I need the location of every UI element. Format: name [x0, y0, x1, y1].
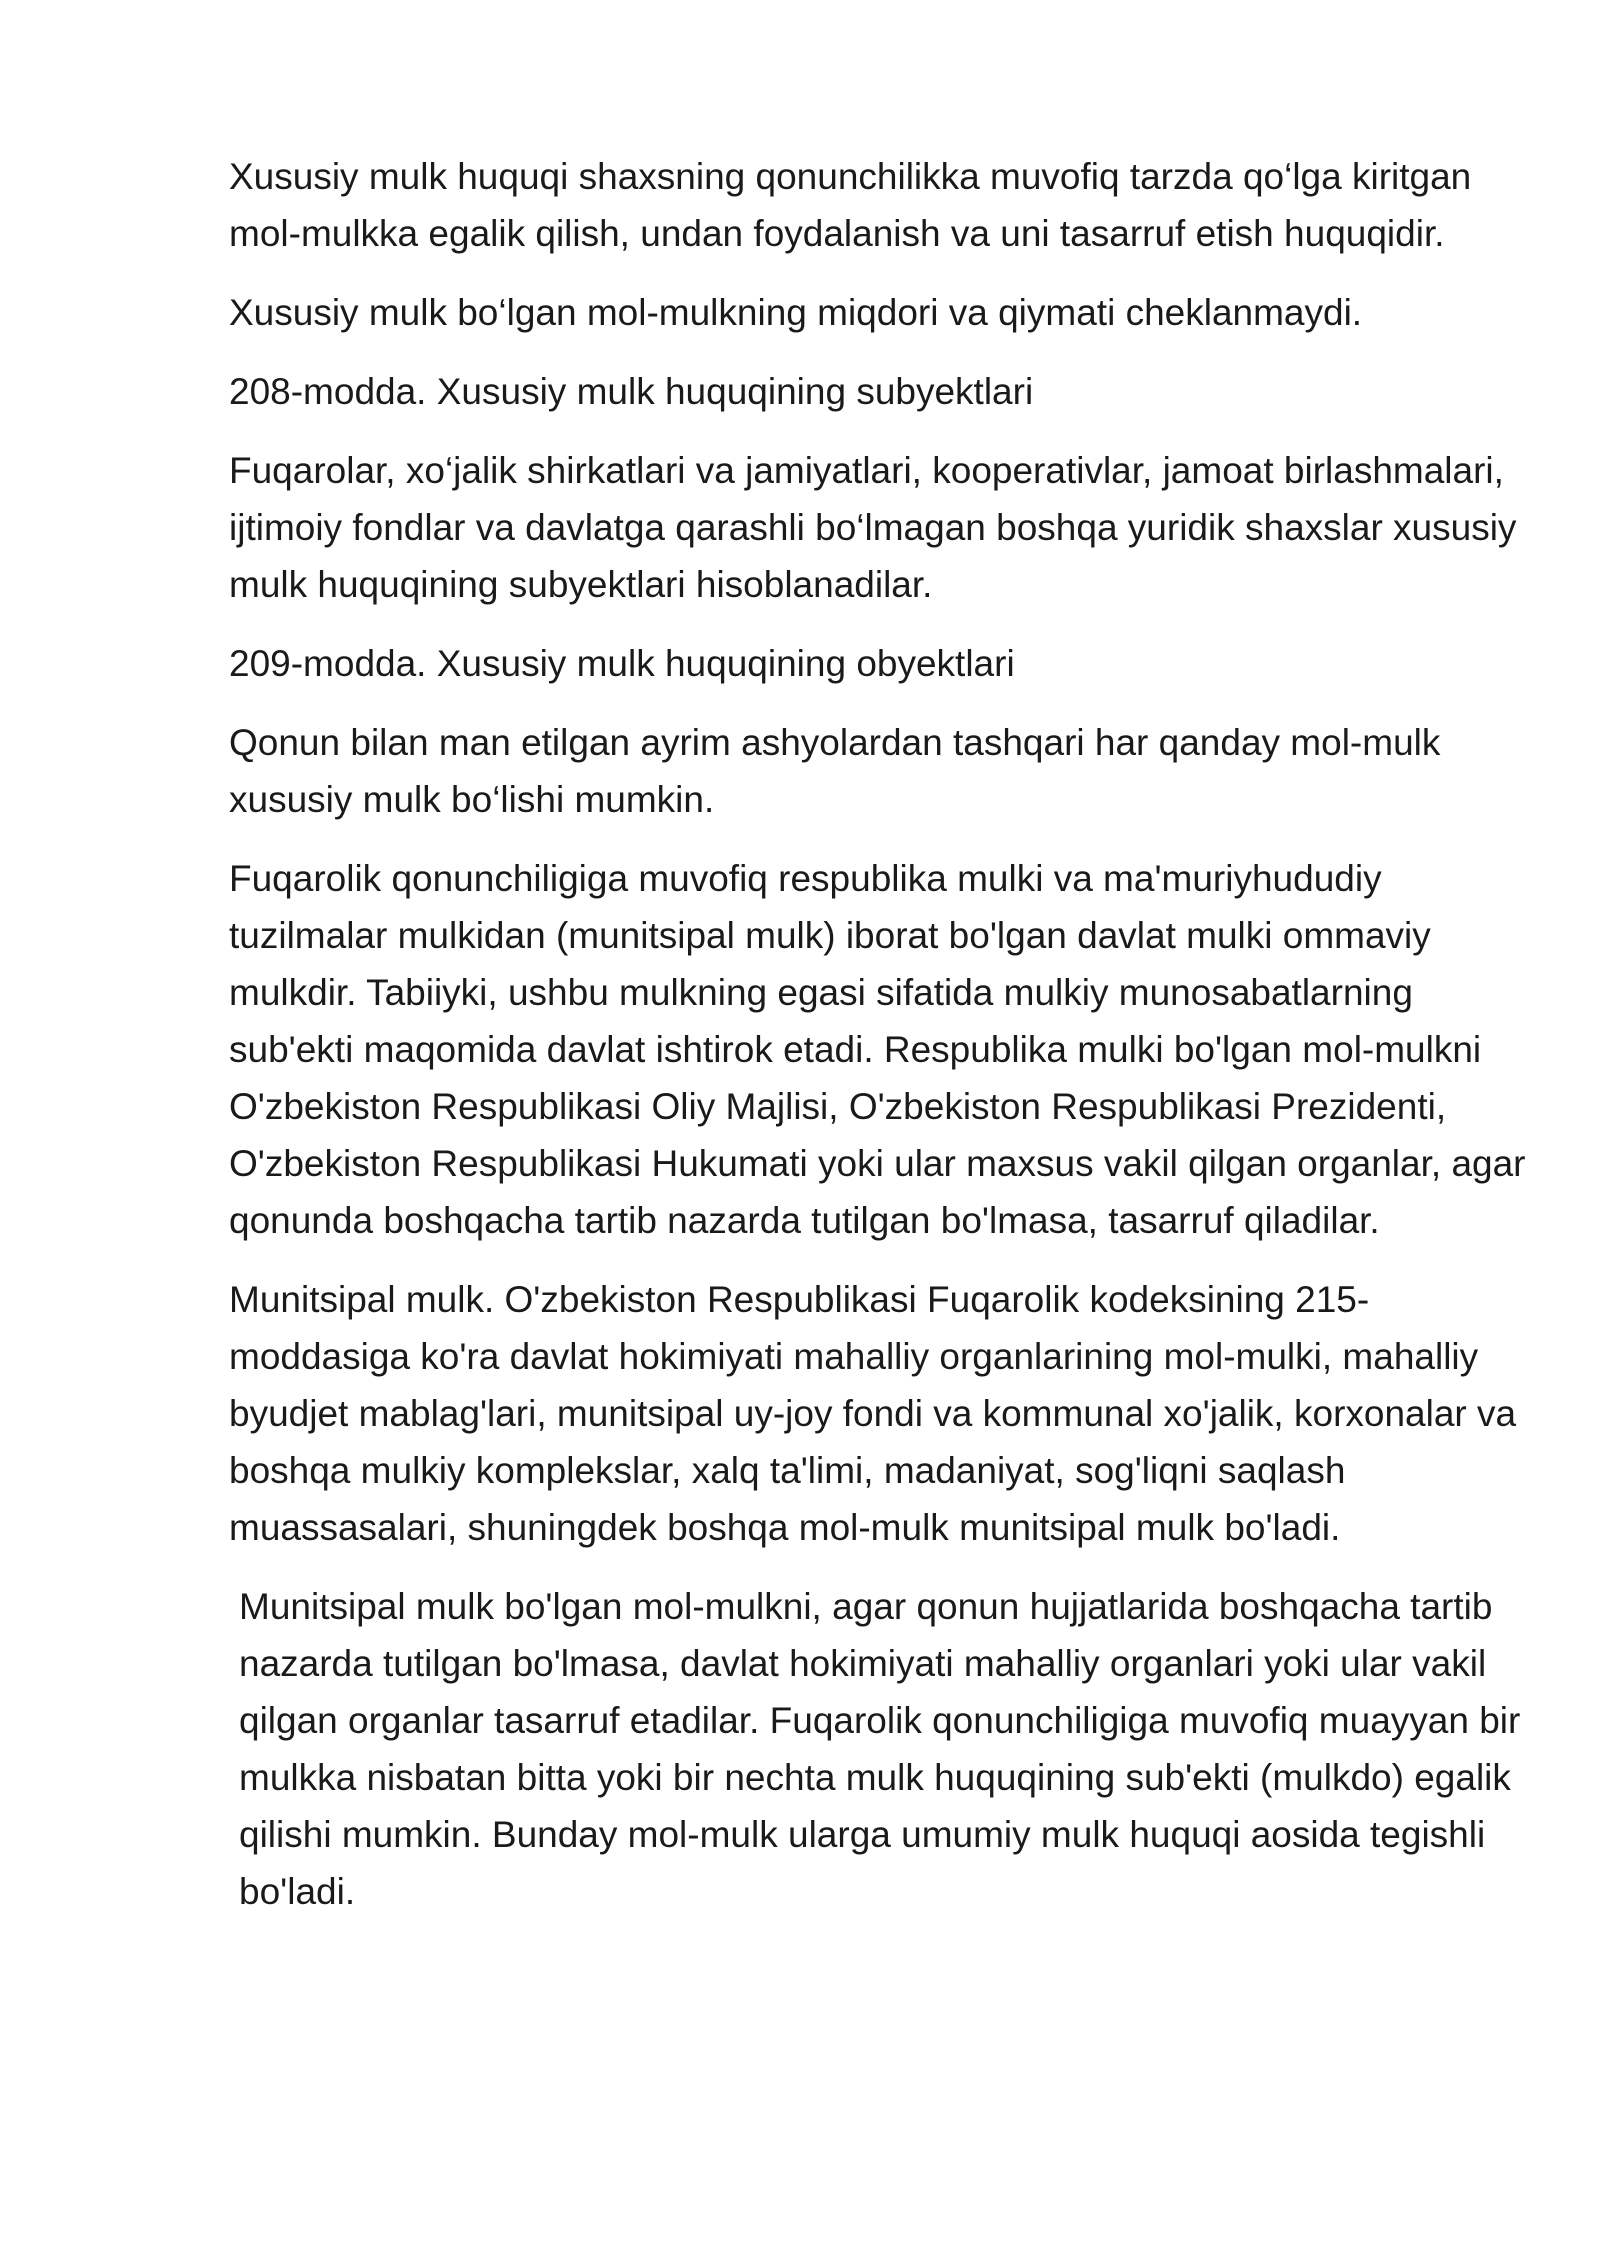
- article-208-heading: 208-modda. Xususiy mulk huquqining subyektlari: [229, 371, 1034, 412]
- paragraph-municipal-property: Munitsipal mulk. O'zbekiston Respublikasi Fuqarolik kodeksining 215-moddasiga ko'ra davlat hokimiyati mahalliy organlarining mol-mulki, mahalliy byudjet mablag'lari, munitsipal uy-joy fondi va kommunal xo'jalik, korxonalar va boshqa mulkiy komplekslar, xalq ta'limi, madaniyat, sog'liqni saqlash muassasalari, shuningdek boshqa mol-mulk munitsipal mulk bo'ladi.: [229, 1279, 1517, 1548]
- paragraph-private-property-definition: Xususiy mulk huquqi shaxsning qonunchilikka muvofiq tarzda qo‘lga kiritgan mol-mulkka egalik qilish, undan foydalanish va uni tasarruf etish huquqidir.: [229, 156, 1472, 254]
- paragraph-state-property: Fuqarolik qonunchiligiga muvofiq respublika mulki va ma'muriyhududiy tuzilmalar mulkidan (munitsipal mulk) iborat bo'lgan davlat mulki ommaviy mulkdir. Tabiiyki, ushbu mulkning egasi sifatida mulkiy munosabatlarning sub'ekti maqomida davlat ishtirok etadi. Respublika mulki bo'lgan mol-mulkni O'zbekiston Respublikasi Oliy Majlisi, O'zbekiston Respublikasi Prezidenti, O'zbekiston Respublikasi Hukumati yoki ular maxsus vakil qilgan organlar, agar qonunda boshqacha tartib nazarda tutilgan bo'lmasa, tasarruf qiladilar.: [229, 858, 1526, 1241]
- paragraph-article-208-subjects: Fuqarolar, xo‘jalik shirkatlari va jamiyatlari, kooperativlar, jamoat birlashmalari, ijtimoiy fondlar va davlatga qarashli bo‘lmagan boshqa yuridik shaxslar xususiy mulk huquqining subyektlari hisoblanadilar.: [229, 450, 1517, 605]
- article-209-heading: 209-modda. Xususiy mulk huquqining obyektlari: [229, 643, 1015, 684]
- paragraph-municipal-property-disposal: Munitsipal mulk bo'lgan mol-mulkni, agar qonun hujjatlarida boshqacha tartib nazarda tutilgan bo'lmasa, davlat hokimiyati mahalliy organlari yoki ular vakil qilgan organlar tasarruf etadilar. Fuqarolik qonunchiligiga muvofiq muayyan bir mulkka nisbatan bitta yoki bir nechta mulk huquqining sub'ekti (mulkdo) egalik qilishi mumkin. Bunday mol-mulk ularga umumiy mulk huquqi aosida tegishli bo'ladi.: [239, 1586, 1521, 1912]
- document-page: [229, 148, 1529, 1942]
- paragraph-article-209-objects: Qonun bilan man etilgan ayrim ashyolardan tashqari har qanday mol-mulk xususiy mulk bo‘lishi mumkin.: [229, 722, 1441, 820]
- paragraph-private-property-unlimited: Xususiy mulk bo‘lgan mol-mulkning miqdori va qiymati cheklanmaydi.: [229, 292, 1363, 333]
